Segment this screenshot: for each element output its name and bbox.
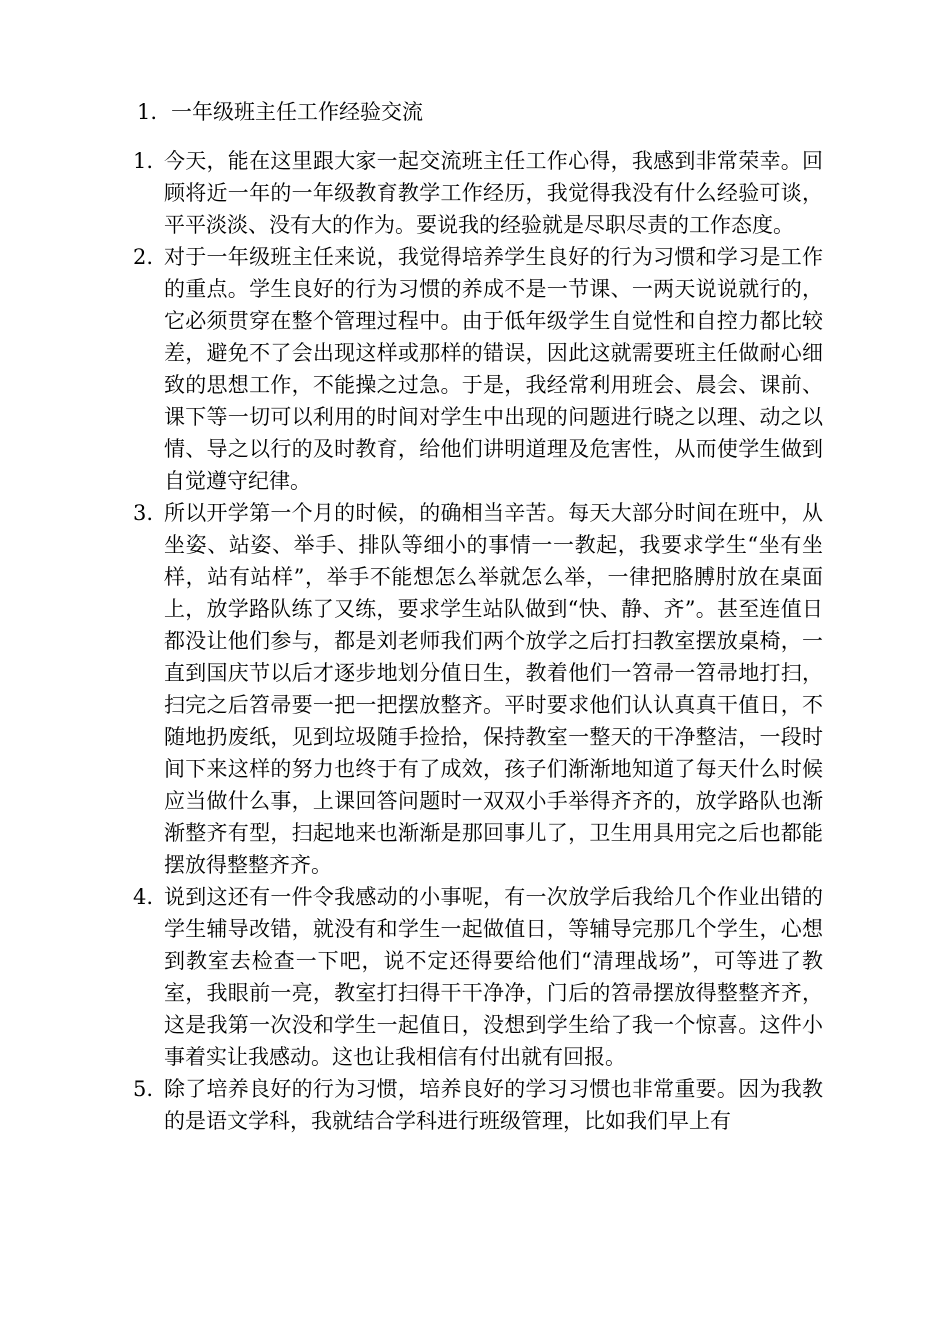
list-item	[133, 145, 823, 241]
title-text: 一年级班主任工作经验交流	[171, 100, 423, 124]
item-text: 所以开学第一个月的时候，的确相当辛苦。每天大部分时间在班中，从坐姿、站姿、举手、排队等细小的事情一一教起，我要求学生“坐有坐样，站有站样”，举手不能想怎么举就怎么举，一律把胳膊肘放在桌面上，放学路队练了又练，要求学生站队做到“快、静、齐”。甚至连值日都没让他们参与，都是刘老师我们两个放学之后打扫教室摆放桌椅，一直到国庆节以后才逐步地划分值日生，教着他们一笤帚一笤帚地打扫，扫完之后笤帚要一把一把摆放整齐。平时要求他们认认真真干值日，不随地扔废纸，见到垃圾随手捡拾，保持教室一整天的干净整洁，一段时间下来这样的努力也终于有了成效，孩子们渐渐地知道了每天什么时候应当做什么事，上课回答问题时一双双小手举得齐齐的，放学路队也渐渐整齐有型，扫起地来也渐渐是那回事儿了，卫生用具用完之后也都能摆放得整整齐齐。	[164, 501, 823, 877]
item-text: 说到这还有一件令我感动的小事呢，有一次放学后我给几个作业出错的学生辅导改错，就没有和学生一起做值日，等辅导完那几个学生，心想到教室去检查一下吧，说不定还得要给他们“清理战场”，可等进了教室，我眼前一亮，教室打扫得干干净净，门后的笤帚摆放得整整齐齐，这是我第一次没和学生一起值日，没想到学生给了我一个惊喜。这件小事着实让我感动。这也让我相信有付出就有回报。	[164, 885, 823, 1069]
title-number: 1.	[137, 100, 158, 124]
item-text: 对于一年级班主任来说，我觉得培养学生良好的行为习惯和学习是工作的重点。学生良好的行为习惯的养成不是一节课、一两天说说就行的，它必须贯穿在整个管理过程中。由于低年级学生自觉性和自控力都比较差，避免不了会出现这样或那样的错误，因此这就需要班主任做耐心细致的思想工作，不能操之过急。于是，我经常利用班会、晨会、课前、课下等一切可以利用的时间对学生中出现的问题进行晓之以理、动之以情、导之以行的及时教育，给他们讲明道理及危害性，从而使学生做到自觉遵守纪律。	[164, 245, 823, 493]
list-item	[133, 1073, 823, 1137]
item-number: 5.	[133, 1077, 154, 1101]
list-item	[133, 497, 823, 881]
item-text: 除了培养良好的行为习惯，培养良好的学习习惯也非常重要。因为我教的是语文学科，我就结合学科进行班级管理，比如我们早上有	[164, 1077, 823, 1133]
item-number: 4.	[133, 885, 154, 909]
paragraph-list	[133, 145, 823, 1137]
document-title	[137, 96, 423, 128]
item-text: 今天，能在这里跟大家一起交流班主任工作心得，我感到非常荣幸。回顾将近一年的一年级教育教学工作经历，我觉得我没有什么经验可谈，平平淡淡、没有大的作为。要说我的经验就是尽职尽责的工作态度。	[164, 149, 823, 237]
list-item	[133, 241, 823, 497]
item-number: 2.	[133, 245, 154, 269]
item-number: 1.	[133, 149, 154, 173]
item-number: 3.	[133, 501, 154, 525]
list-item	[133, 881, 823, 1073]
